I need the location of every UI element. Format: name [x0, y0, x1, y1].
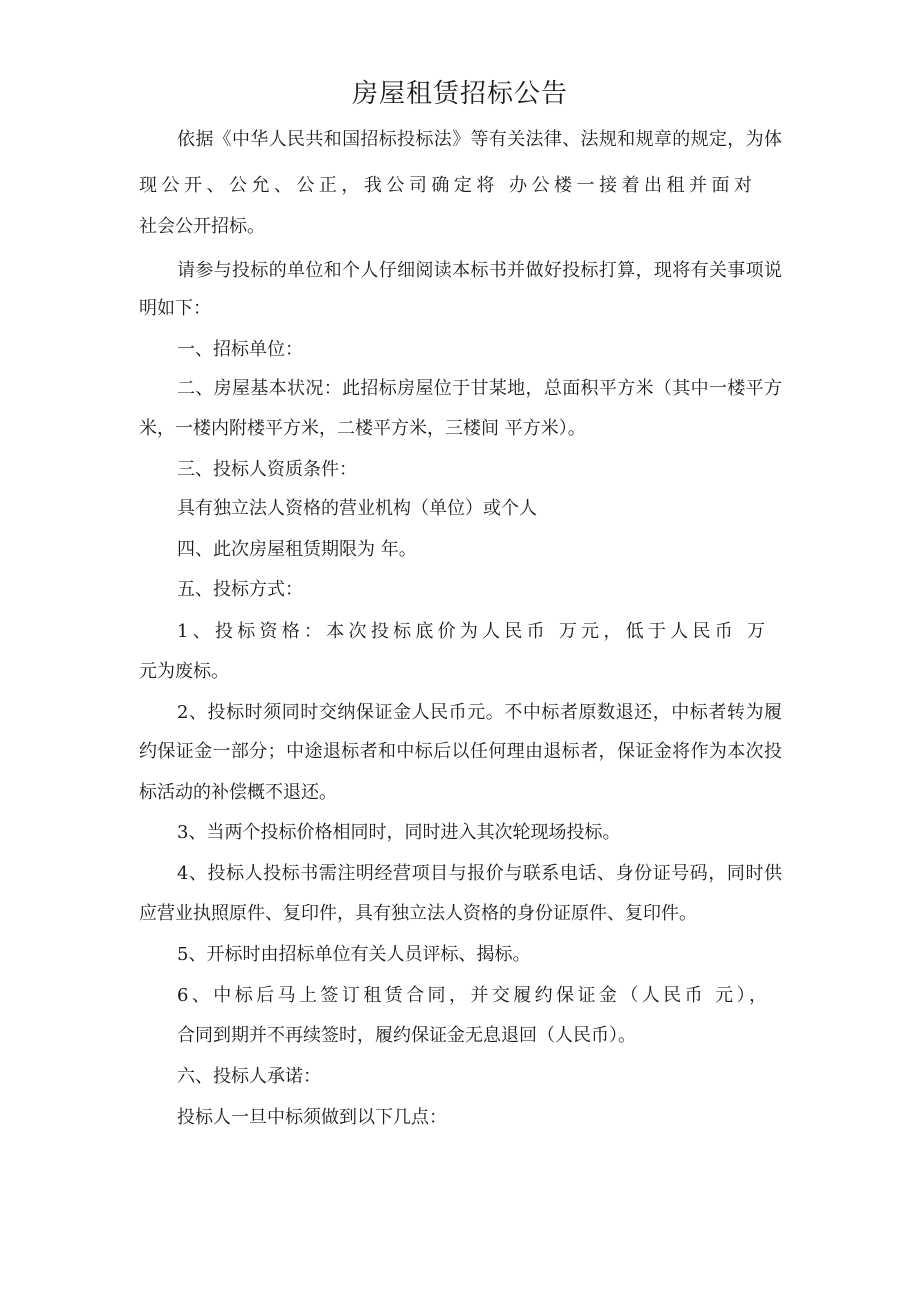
- paragraph-line: 米，一楼内附楼平方米，二楼平方米，三楼间 平方米）。: [139, 418, 586, 439]
- paragraph-line: 明如下：: [139, 298, 211, 319]
- paragraph-line: 现公开、公允、公正，我公司确定将 办公楼一接着出租并面对: [139, 175, 752, 196]
- paragraph-line: 具有独立法人资格的营业机构（单位）或个人: [177, 498, 537, 519]
- paragraph-line: 应营业执照原件、复印件，具有独立法人资格的身份证原件、复印件。: [139, 903, 697, 924]
- paragraph-line: 依据《中华人民共和国招标投标法》等有关法律、法规和规章的规定，为体: [177, 129, 782, 150]
- paragraph-line: 合同到期并不再续签时，履约保证金无息退回（人民币）。: [177, 1025, 636, 1046]
- section-heading: 三、投标人资质条件：: [177, 459, 357, 480]
- paragraph-line: 6、中标后马上签订租赁合同，并交履约保证金（人民币 元），: [177, 985, 767, 1006]
- paragraph-line: 5、开标时由招标单位有关人员评标、揭标。: [177, 944, 531, 965]
- paragraph-line: 请参与投标的单位和个人仔细阅读本标书并做好投标打算，现将有关事项说: [177, 260, 782, 281]
- paragraph-line: 社会公开招标。: [139, 216, 265, 237]
- paragraph-line: 标活动的补偿概不退还。: [139, 782, 337, 803]
- paragraph-line: 3、当两个投标价格相同时，同时进入其次轮现场投标。: [177, 822, 621, 843]
- paragraph-line: 2、投标时须同时交纳保证金人民币元。不中标者原数退还，中标者转为履: [177, 702, 782, 723]
- paragraph-line: 约保证金一部分；中途退标者和中标后以任何理由退标者，保证金将作为本次投: [139, 741, 782, 762]
- paragraph-line: 四、此次房屋租赁期限为 年。: [177, 539, 417, 560]
- paragraph-line: 元为废标。: [139, 661, 229, 682]
- section-heading: 一、招标单位：: [177, 339, 303, 360]
- section-heading: 五、投标方式：: [177, 579, 303, 600]
- section-heading: 六、投标人承诺：: [177, 1066, 321, 1087]
- paragraph-line: 投标人一旦中标须做到以下几点：: [177, 1107, 447, 1128]
- paragraph-line: 1、投标资格：本次投标底价为人民币 万元，低于人民币 万: [177, 621, 765, 642]
- document-title: 房屋租赁招标公告: [351, 79, 568, 109]
- paragraph-line: 4、投标人投标书需注明经营项目与报价与联系电话、身份证号码，同时供: [177, 863, 782, 884]
- paragraph-line: 二、房屋基本状况：此招标房屋位于甘某地，总面积平方米（其中一楼平方: [177, 378, 782, 399]
